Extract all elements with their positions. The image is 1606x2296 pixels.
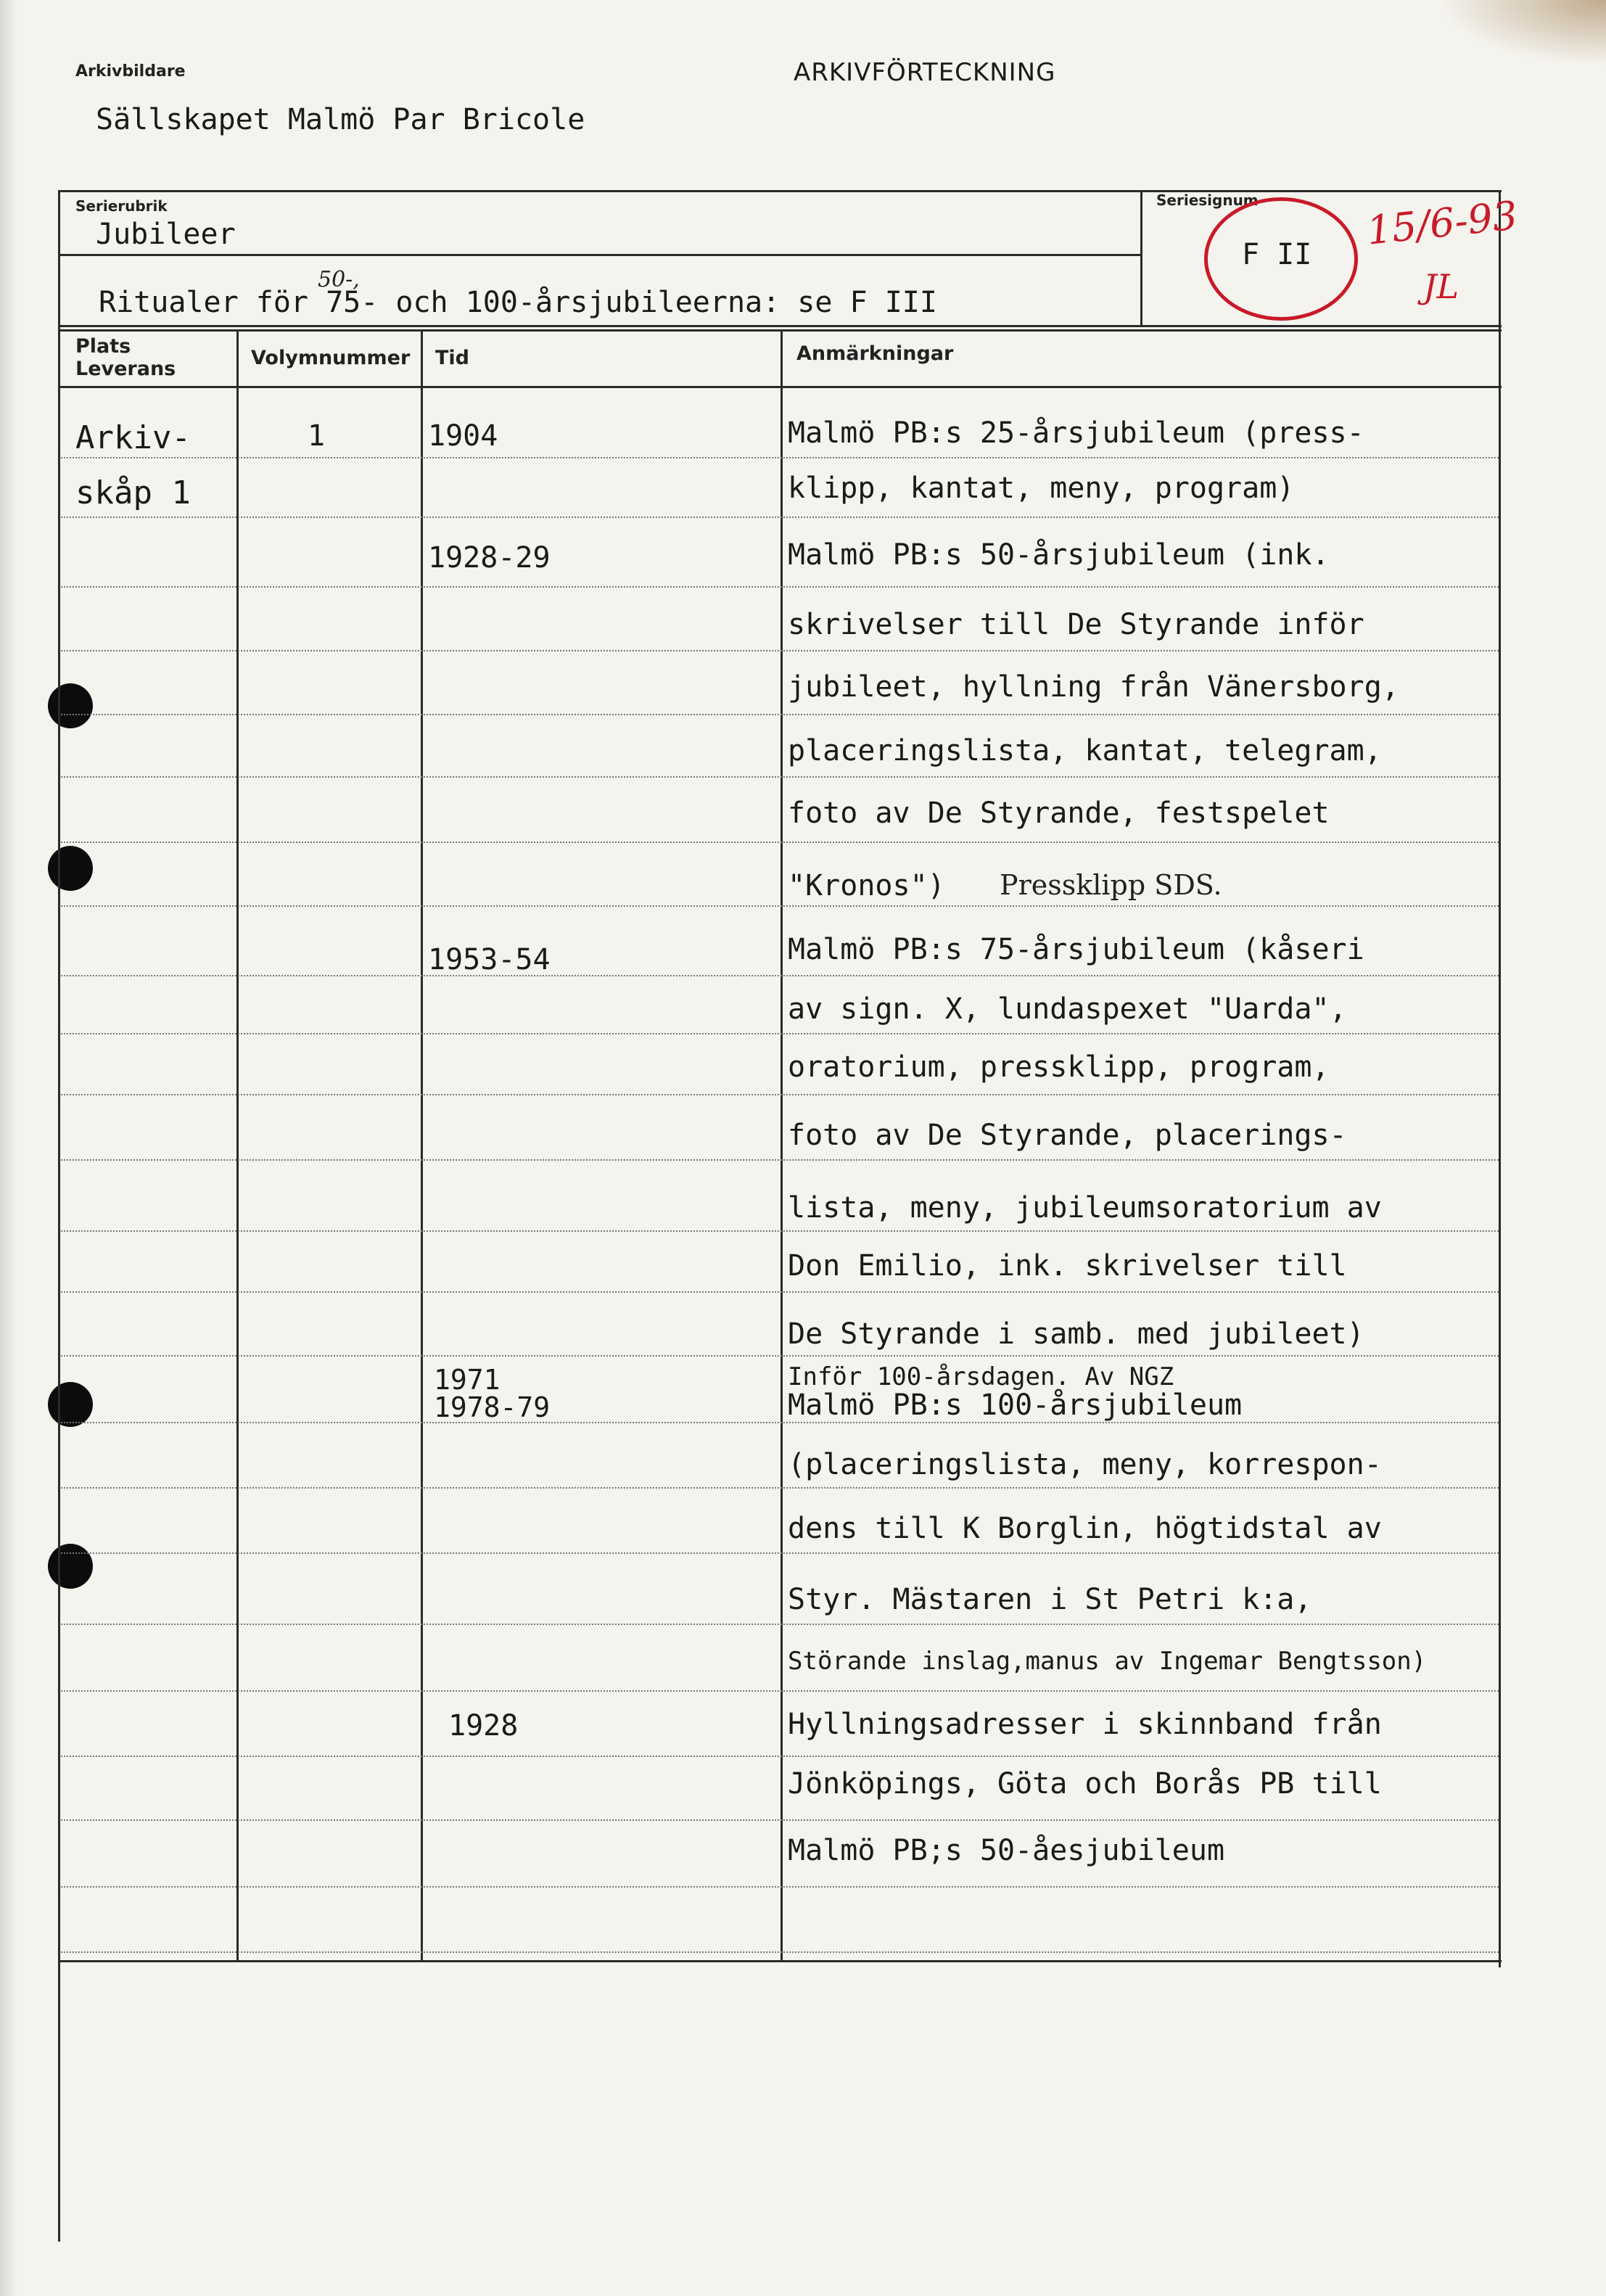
column-header-plats: Plats Leverans <box>75 335 176 381</box>
serierubrik-underline <box>58 254 1140 256</box>
paper-edge-shadow <box>0 0 17 2296</box>
anm-line: av sign. X, lundaspexet "Uarda", <box>788 992 1347 1026</box>
ruled-line <box>61 1291 1499 1293</box>
anm-line: Inför 100-årsdagen. Av NGZ <box>788 1362 1174 1391</box>
ruled-line <box>61 517 1499 518</box>
tid-entry: 1904 <box>428 419 498 453</box>
ruled-line <box>61 842 1499 843</box>
anm-line: Malmö PB:s 75-årsjubileum (kåseri <box>788 933 1364 966</box>
date-annotation: 15/6-93 <box>1364 192 1520 254</box>
arkivbildare-value: Sällskapet Malmö Par Bricole <box>96 103 585 136</box>
anm-line: lista, meny, jubileumsoratorium av <box>788 1191 1382 1225</box>
page-left-border <box>58 190 60 2242</box>
ruled-line <box>61 586 1499 588</box>
ruled-line <box>61 776 1499 778</box>
column-divider-3 <box>781 386 783 1960</box>
ruled-line <box>61 1819 1499 1821</box>
seriesignum-label: Seriesignum <box>1156 192 1259 209</box>
anm-handwritten-note: Pressklipp SDS. <box>1000 869 1222 901</box>
ruled-line <box>61 1355 1499 1357</box>
ruled-line <box>61 1886 1499 1888</box>
ruled-line <box>61 1690 1499 1692</box>
ruled-line <box>61 1094 1499 1095</box>
anm-line: Malmö PB:s 100-årsjubileum <box>788 1388 1243 1422</box>
anm-line: skrivelser till De Styrande inför <box>788 608 1364 641</box>
series-box-top <box>58 190 1502 192</box>
ruled-line <box>61 1033 1499 1034</box>
ruled-line <box>61 1624 1499 1625</box>
column-divider-1-head <box>236 329 239 391</box>
signature-annotation: JL <box>1423 267 1459 306</box>
ruled-line <box>61 1487 1499 1489</box>
series-box-bottom <box>58 325 1502 327</box>
ruled-line <box>61 975 1499 976</box>
column-header-anm: Anmärkningar <box>796 342 954 365</box>
column-divider-2-head <box>421 329 423 391</box>
anm-line: Jönköpings, Göta och Borås PB till <box>788 1767 1382 1801</box>
table-header-bottom <box>58 386 1502 388</box>
seriesignum-value: F II <box>1242 238 1312 271</box>
tid-entry: 1971 <box>434 1364 501 1396</box>
anm-line: foto av De Styrande, placerings- <box>788 1119 1347 1152</box>
binder-hole <box>48 1544 93 1589</box>
anm-line: klipp, kantat, meny, program) <box>788 472 1295 505</box>
series-note-line: Ritualer för 75- och 100-årsjubileerna: se F III <box>99 286 937 319</box>
document-title: ARKIVFÖRTECKNING <box>794 58 1056 87</box>
tid-entry: 1928-29 <box>428 541 551 575</box>
table-bottom <box>58 1960 1502 1962</box>
tid-entry: 1928 <box>448 1709 519 1742</box>
column-header-tid: Tid <box>435 347 469 369</box>
tid-entry: 1978-79 <box>434 1391 551 1423</box>
ruled-line <box>61 1230 1499 1232</box>
ruled-line <box>61 1951 1499 1953</box>
binder-hole <box>48 846 93 891</box>
binder-hole <box>48 1382 93 1427</box>
anm-line: Styr. Mästaren i St Petri k:a, <box>788 1583 1312 1616</box>
column-divider-3-head <box>781 329 783 391</box>
ruled-line <box>61 650 1499 651</box>
place-line-2: skåp 1 <box>75 474 191 511</box>
ruled-line <box>61 714 1499 715</box>
anm-line: dens till K Borglin, högtidstal av <box>788 1512 1382 1545</box>
anm-line: De Styrande i samb. med jubileet) <box>788 1317 1364 1351</box>
anm-line: Don Emilio, ink. skrivelser till <box>788 1249 1347 1283</box>
anm-line: Malmö PB:s 25-årsjubileum (press- <box>788 416 1364 450</box>
anm-line: Störande inslag,manus av Ingemar Bengtsson) <box>788 1647 1427 1676</box>
anm-line: Hyllningsadresser i skinnband från <box>788 1708 1382 1741</box>
ruled-line <box>61 1159 1499 1161</box>
anm-line: Malmö PB:s 50-årsjubileum (ink. <box>788 538 1330 572</box>
anm-line: Malmö PB;s 50-åesjubileum <box>788 1834 1225 1867</box>
anm-line: oratorium, pressklipp, program, <box>788 1050 1330 1084</box>
arkivbildare-label: Arkivbildare <box>75 62 186 81</box>
ruled-line <box>61 457 1499 458</box>
anm-line: placeringslista, kantat, telegram, <box>788 734 1382 768</box>
ruled-line <box>61 1422 1499 1423</box>
volume-number: 1 <box>308 419 326 453</box>
column-divider-1 <box>236 386 239 1960</box>
column-divider-2 <box>421 386 423 1960</box>
seriesignum-red-circle <box>1204 197 1358 321</box>
seriesignum-divider <box>1140 190 1142 325</box>
column-header-volym: Volymnummer <box>251 347 411 369</box>
page-right-border <box>1499 190 1501 1967</box>
tid-entry: 1953-54 <box>428 943 551 976</box>
serierubrik-value: Jubileer <box>96 218 236 251</box>
table-header-top <box>58 329 1502 332</box>
serierubrik-label: Serierubrik <box>75 197 168 215</box>
ruled-line <box>61 905 1499 907</box>
ruled-line <box>61 1552 1499 1554</box>
binder-hole <box>48 683 93 728</box>
anm-line: foto av De Styrande, festspelet <box>788 797 1330 830</box>
place-line-1: Arkiv- <box>75 419 191 456</box>
note-insertion: 50-, <box>318 267 360 292</box>
ruled-line <box>61 1756 1499 1757</box>
anm-line: jubileet, hyllning från Vänersborg, <box>788 670 1399 704</box>
anm-line: (placeringslista, meny, korrespon- <box>788 1448 1382 1481</box>
anm-line: "Kronos") <box>788 869 945 902</box>
paper-stain <box>1439 0 1606 65</box>
